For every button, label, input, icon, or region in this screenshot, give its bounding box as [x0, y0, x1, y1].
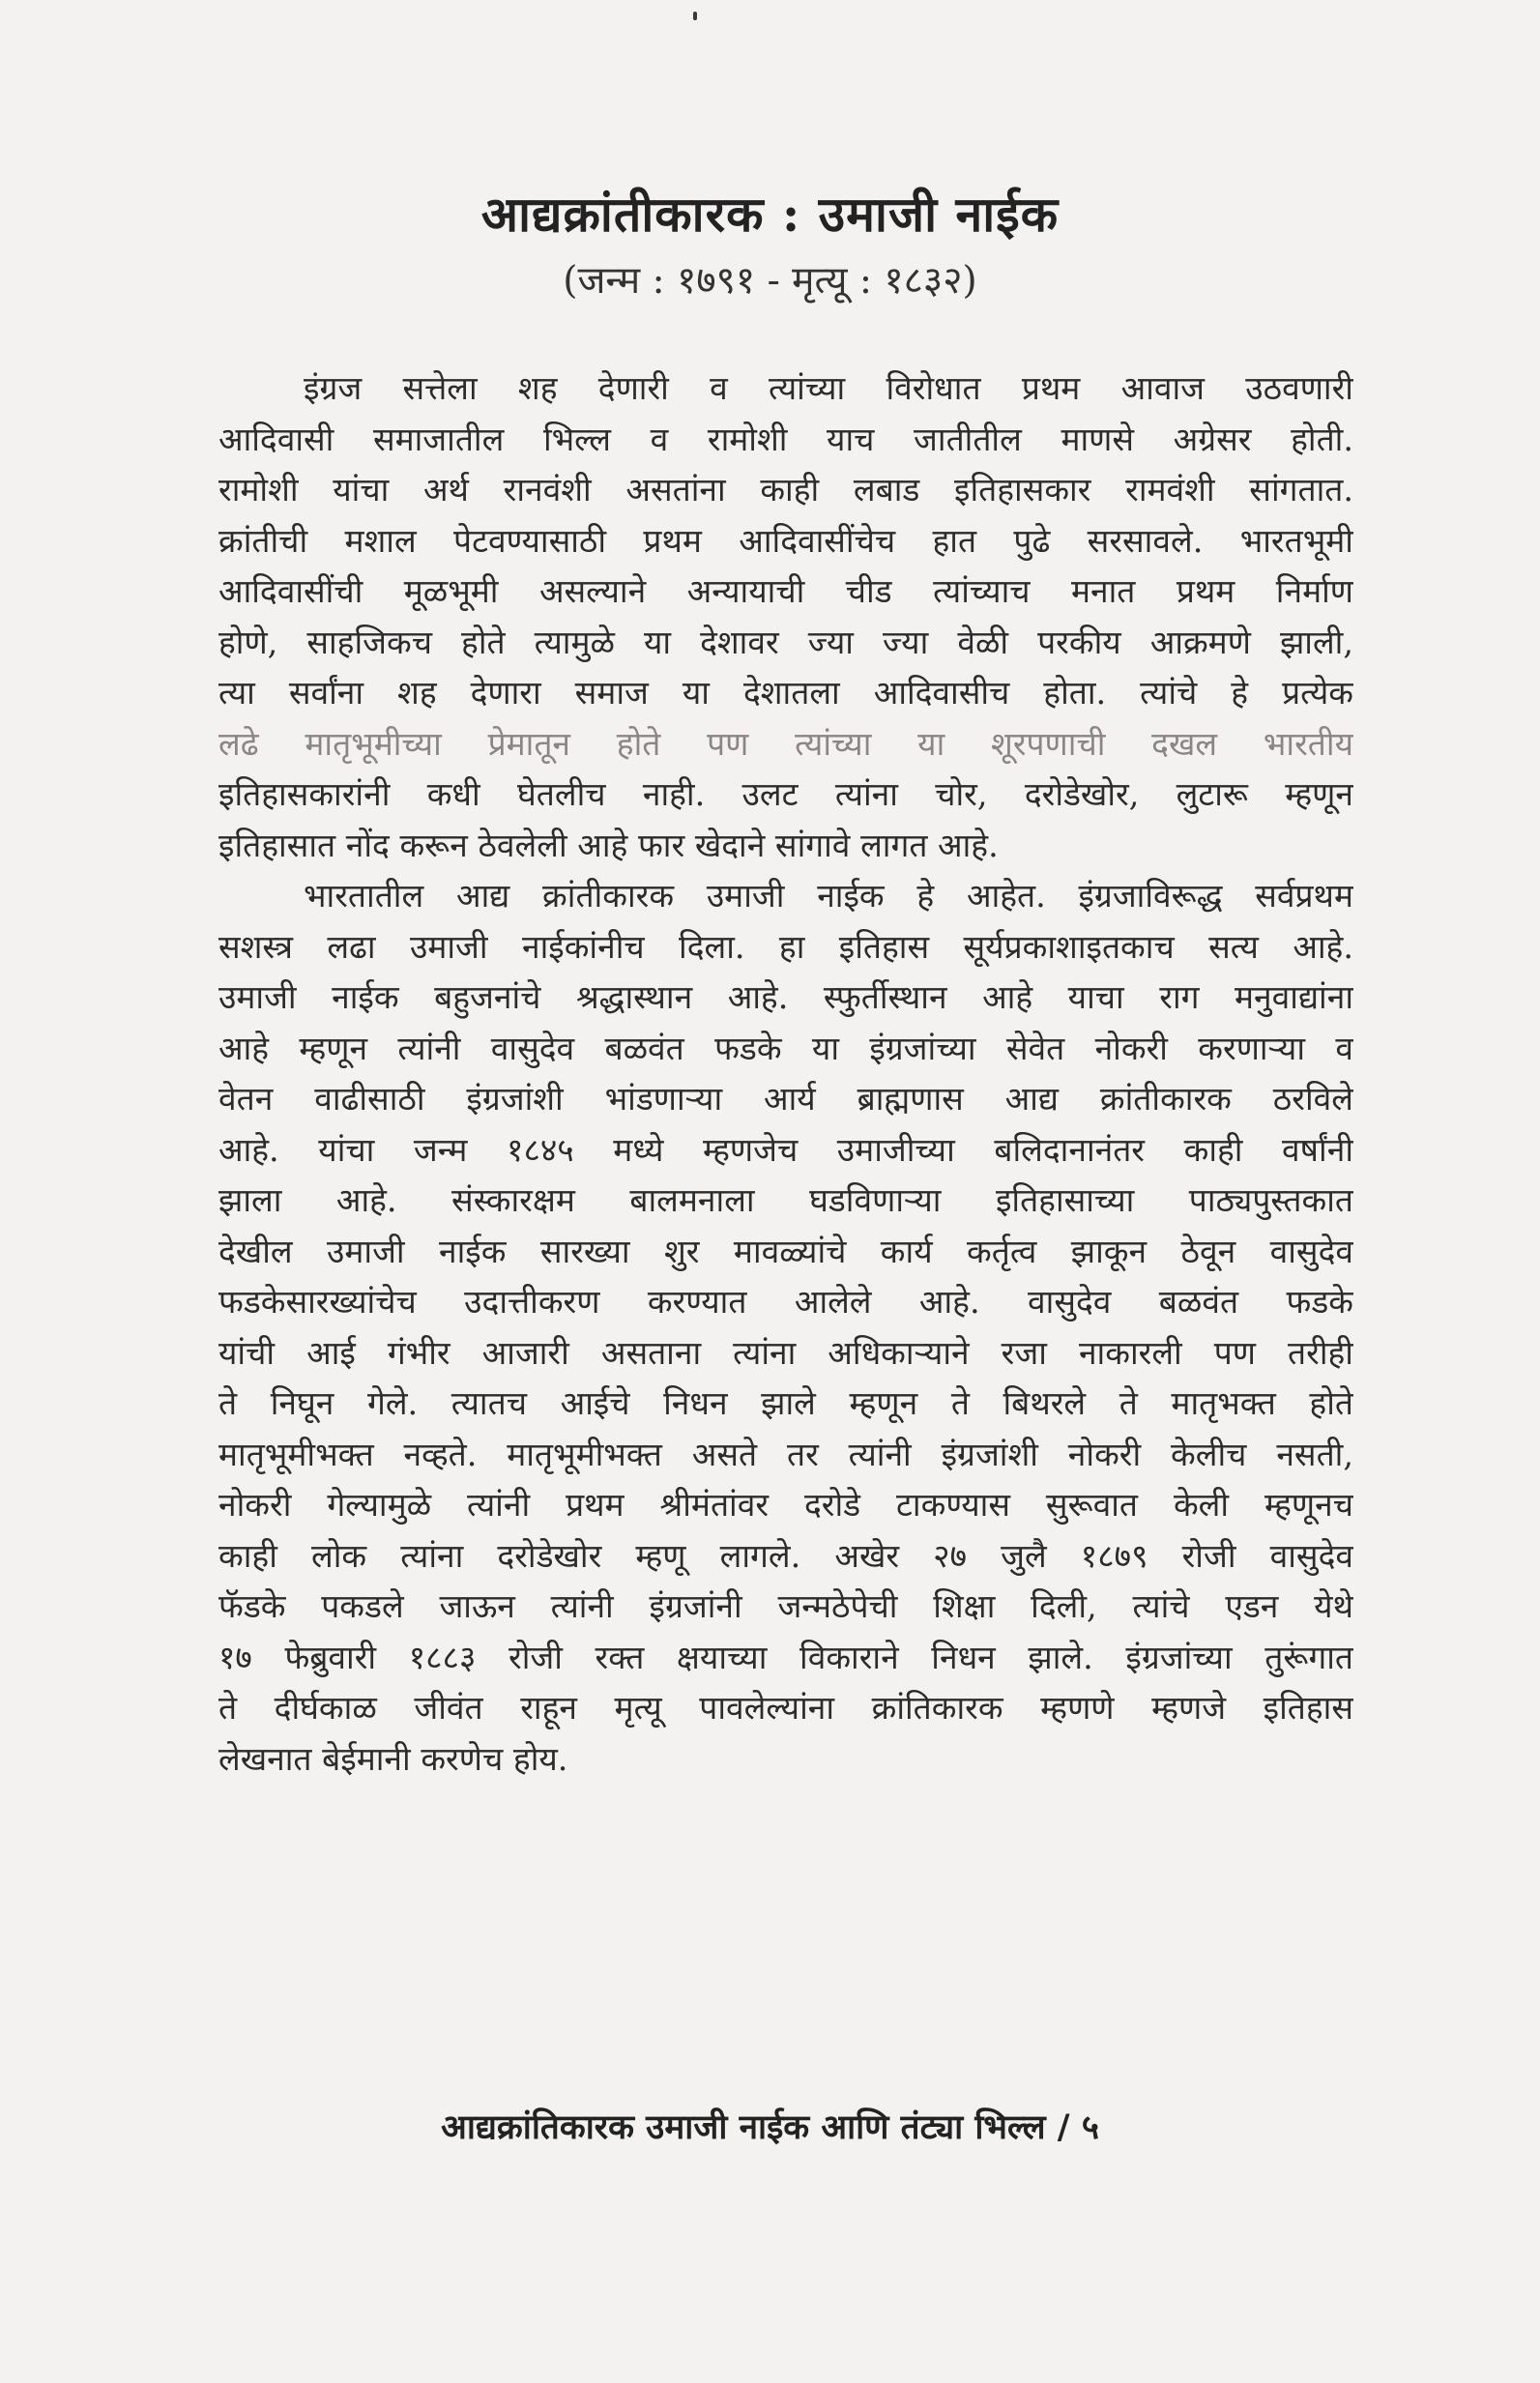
- text-line: होणे, साहजिकच होते त्यामुळे या देशावर ज्या ज्या वेळी परकीय आक्रमणे झाली,: [218, 623, 1353, 661]
- text-line: सशस्त्र लढा उमाजी नाईकांनीच दिला. हा इतिहास सूर्यप्रकाशाइतकाच सत्य आहे.: [218, 927, 1353, 966]
- text-line: इतिहासकारांनी कधी घेतलीच नाही. उलट त्यांना चोर, दरोडेखोर, लुटारू म्हणून: [218, 775, 1353, 813]
- text-line: लढे मातृभूमीच्या प्रेमातून होते पण त्यांच्या या शूरपणाची दखल भारतीय: [218, 724, 1353, 763]
- text-line: फॅडके पकडले जाऊन त्यांनी इंग्रजांनी जन्मठेपेची शिक्षा दिली, त्यांचे एडन येथे: [218, 1587, 1353, 1625]
- running-footer: आद्यक्रांतिकारक उमाजी नाईक आणि तंट्या भिल्ल / ५: [441, 2107, 1099, 2147]
- text-line: त्या सर्वांना शह देणारा समाज या देशातला आदिवासीच होता. त्यांचे हे प्रत्येक: [218, 674, 1353, 712]
- text-line: आदिवासी समाजातील भिल्ल व रामोशी याच जातीतील माणसे अग्रेसर होती.: [218, 420, 1353, 458]
- text-line: १७ फेब्रुवारी १८८३ रोजी रक्त क्षयाच्या विकाराने निधन झाले. इंग्रजांच्या तुरूंगात: [218, 1638, 1353, 1676]
- text-line: आहे. यांचा जन्म १८४५ मध्ये म्हणजेच उमाजीच्या बलिदानानंतर काही वर्षांनी: [218, 1130, 1353, 1169]
- text-line: आदिवासींची मूळभूमी असल्याने अन्यायाची चीड त्यांच्याच मनात प्रथम निर्माण: [218, 572, 1353, 610]
- text-line: वेतन वाढीसाठी इंग्रजांशी भांडणाऱ्या आर्य ब्राह्मणास आद्य क्रांतीकारक ठरविले: [218, 1080, 1353, 1118]
- text-line: क्रांतीची मशाल पेटवण्यासाठी प्रथम आदिवासींचेच हात पुढे सरसावले. भारतभूमी: [218, 521, 1353, 560]
- text-line: रामोशी यांचा अर्थ रानवंशी असतांना काही लबाड इतिहासकार रामवंशी सांगतात.: [218, 471, 1353, 509]
- text-line: नोकरी गेल्यामुळे त्यांनी प्रथम श्रीमंतांवर दरोडे टाकण्यास सुरूवात केली म्हणूनच: [218, 1486, 1353, 1524]
- page-title: आद्यक्रांतीकारक : उमाजी नाईक: [480, 186, 1060, 243]
- text-line: मातृभूमीभक्त नव्हते. मातृभूमीभक्त असते तर त्यांनी इंग्रजांशी नोकरी केलीच नसती,: [218, 1435, 1353, 1473]
- text-line: देखील उमाजी नाईक सारख्या शुर मावळ्यांचे कार्य कर्तृत्व झाकून ठेवून वासुदेव: [218, 1232, 1353, 1270]
- text-line: ते निघून गेले. त्यातच आईचे निधन झाले म्हणून ते बिथरले ते मातृभक्त होते: [218, 1384, 1353, 1422]
- page-subtitle-dates: (जन्म : १७९१ - मृत्यू : १८३२): [563, 259, 977, 303]
- text-line: यांची आई गंभीर आजारी असताना त्यांना अधिकाऱ्याने रजा नाकारली पण तरीही: [218, 1333, 1353, 1372]
- text-line: लेखनात बेईमानी करणेच होय.: [218, 1739, 568, 1778]
- text-line: इतिहासात नोंद करून ठेवलेली आहे फार खेदाने सांगावे लागत आहे.: [218, 826, 999, 864]
- text-line: भारतातील आद्य क्रांतीकारक उमाजी नाईक हे आहेत. इंग्रजाविरूद्ध सर्वप्रथम: [304, 877, 1353, 915]
- text-line: काही लोक त्यांना दरोडेखोर म्हणू लागले. अखेर २७ जुलै १८७९ रोजी वासुदेव: [218, 1536, 1353, 1575]
- text-line: आहे म्हणून त्यांनी वासुदेव बळवंत फडके या इंग्रजांच्या सेवेत नोकरी करणाऱ्या व: [218, 1029, 1353, 1067]
- body-text: [218, 363, 1353, 1785]
- text-line: झाला आहे. संस्कारक्षम बालमनाला घडविणाऱ्या इतिहासाच्या पाठ्यपुस्तकात: [218, 1181, 1353, 1219]
- text-line: ते दीर्घकाळ जीवंत राहून मृत्यू पावलेल्यांना क्रांतिकारक म्हणणे म्हणजे इतिहास: [218, 1689, 1353, 1727]
- ink-speck: [693, 12, 697, 20]
- text-line: उमाजी नाईक बहुजनांचे श्रद्धास्थान आहे. स्फुर्तीस्थान आहे याचा राग मनुवाद्यांना: [218, 978, 1353, 1016]
- text-line: इंग्रज सत्तेला शह देणारी व त्यांच्या विरोधात प्रथम आवाज उठवणारी: [304, 369, 1353, 407]
- text-line: फडकेसारख्यांचेच उदात्तीकरण करण्यात आलेले आहे. वासुदेव बळवंत फडके: [218, 1283, 1353, 1321]
